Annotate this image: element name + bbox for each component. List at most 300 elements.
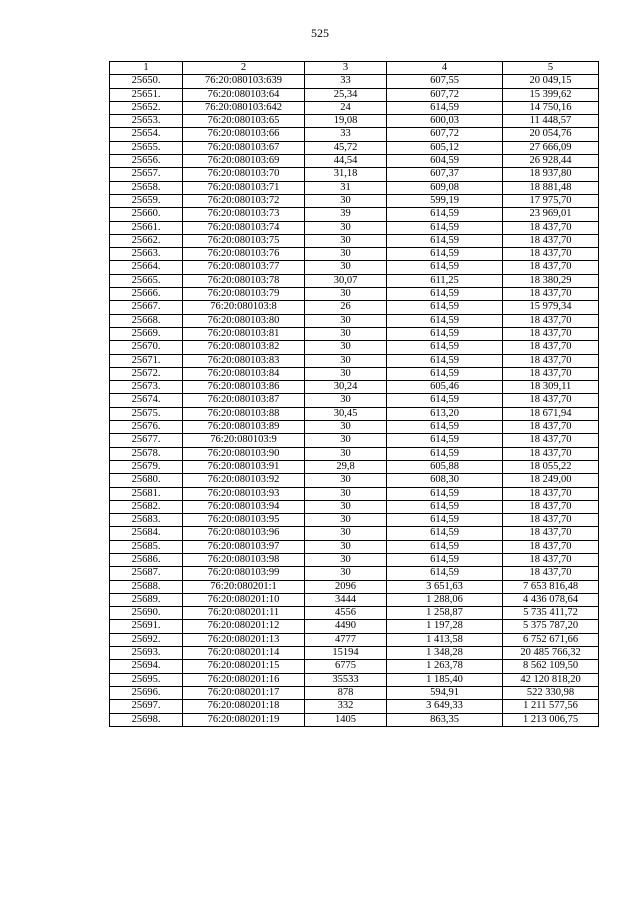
table-row xyxy=(110,261,599,274)
row-number-cell: 25686. xyxy=(110,553,183,566)
table-row xyxy=(110,633,599,646)
column-header: 2 xyxy=(183,62,305,75)
value-cell: 18 437,70 xyxy=(503,367,599,380)
data-table xyxy=(109,61,599,727)
row-number-cell: 25658. xyxy=(110,181,183,194)
rate-cell: 614,59 xyxy=(387,514,503,527)
table-row xyxy=(110,647,599,660)
rate-cell: 604,59 xyxy=(387,155,503,168)
value-cell: 18 437,70 xyxy=(503,327,599,340)
rate-cell: 609,08 xyxy=(387,181,503,194)
table-row xyxy=(110,101,599,114)
value-cell: 11 448,57 xyxy=(503,115,599,128)
table-row xyxy=(110,460,599,473)
rate-cell: 614,59 xyxy=(387,553,503,566)
row-number-cell: 25662. xyxy=(110,234,183,247)
row-number-cell: 25667. xyxy=(110,301,183,314)
table-row xyxy=(110,660,599,673)
area-cell: 30 xyxy=(305,567,387,580)
row-number-cell: 25681. xyxy=(110,487,183,500)
column-header: 5 xyxy=(503,62,599,75)
rate-cell: 1 258,87 xyxy=(387,607,503,620)
row-number-cell: 25677. xyxy=(110,434,183,447)
row-number-cell: 25675. xyxy=(110,407,183,420)
area-cell: 30 xyxy=(305,540,387,553)
table-row xyxy=(110,75,599,88)
rate-cell: 614,59 xyxy=(387,341,503,354)
table-row xyxy=(110,580,599,593)
area-cell: 33 xyxy=(305,128,387,141)
area-cell: 44,54 xyxy=(305,155,387,168)
value-cell: 26 928,44 xyxy=(503,155,599,168)
area-cell: 30 xyxy=(305,314,387,327)
cadastral-number-cell: 76:20:080103:87 xyxy=(183,394,305,407)
table-row xyxy=(110,208,599,221)
area-cell: 39 xyxy=(305,208,387,221)
rate-cell: 863,35 xyxy=(387,713,503,726)
area-cell: 30 xyxy=(305,288,387,301)
row-number-cell: 25659. xyxy=(110,194,183,207)
cadastral-number-cell: 76:20:080103:71 xyxy=(183,181,305,194)
cadastral-number-cell: 76:20:080201:15 xyxy=(183,660,305,673)
table-row xyxy=(110,567,599,580)
row-number-cell: 25661. xyxy=(110,221,183,234)
row-number-cell: 25665. xyxy=(110,274,183,287)
value-cell: 1 211 577,56 xyxy=(503,700,599,713)
row-number-cell: 25692. xyxy=(110,633,183,646)
rate-cell: 1 197,28 xyxy=(387,620,503,633)
value-cell: 18 309,11 xyxy=(503,381,599,394)
value-cell: 18 437,70 xyxy=(503,434,599,447)
cadastral-number-cell: 76:20:080103:77 xyxy=(183,261,305,274)
rate-cell: 614,59 xyxy=(387,421,503,434)
table-row xyxy=(110,540,599,553)
table-row xyxy=(110,553,599,566)
area-cell: 26 xyxy=(305,301,387,314)
table-row xyxy=(110,447,599,460)
row-number-cell: 25672. xyxy=(110,367,183,380)
rate-cell: 614,59 xyxy=(387,394,503,407)
table-row xyxy=(110,314,599,327)
area-cell: 30 xyxy=(305,367,387,380)
cadastral-number-cell: 76:20:080201:19 xyxy=(183,713,305,726)
rate-cell: 1 348,28 xyxy=(387,647,503,660)
value-cell: 20 054,76 xyxy=(503,128,599,141)
cadastral-number-cell: 76:20:080201:11 xyxy=(183,607,305,620)
area-cell: 4490 xyxy=(305,620,387,633)
rate-cell: 614,59 xyxy=(387,540,503,553)
table-row xyxy=(110,341,599,354)
value-cell: 18 437,70 xyxy=(503,447,599,460)
value-cell: 23 969,01 xyxy=(503,208,599,221)
row-number-cell: 25655. xyxy=(110,141,183,154)
cadastral-number-cell: 76:20:080201:17 xyxy=(183,686,305,699)
row-number-cell: 25654. xyxy=(110,128,183,141)
rate-cell: 1 288,06 xyxy=(387,593,503,606)
area-cell: 332 xyxy=(305,700,387,713)
row-number-cell: 25674. xyxy=(110,394,183,407)
table-row xyxy=(110,607,599,620)
value-cell: 18 881,48 xyxy=(503,181,599,194)
area-cell: 30 xyxy=(305,514,387,527)
row-number-cell: 25656. xyxy=(110,155,183,168)
row-number-cell: 25696. xyxy=(110,686,183,699)
row-number-cell: 25684. xyxy=(110,527,183,540)
cadastral-number-cell: 76:20:080201:1 xyxy=(183,580,305,593)
table-row xyxy=(110,367,599,380)
row-number-cell: 25651. xyxy=(110,88,183,101)
table-header-row xyxy=(110,62,599,75)
cadastral-number-cell: 76:20:080103:95 xyxy=(183,514,305,527)
table-row xyxy=(110,194,599,207)
value-cell: 5 735 411,72 xyxy=(503,607,599,620)
rate-cell: 599,19 xyxy=(387,194,503,207)
table-row xyxy=(110,514,599,527)
row-number-cell: 25650. xyxy=(110,75,183,88)
rate-cell: 614,59 xyxy=(387,354,503,367)
value-cell: 18 437,70 xyxy=(503,354,599,367)
value-cell: 4 436 078,64 xyxy=(503,593,599,606)
table-row xyxy=(110,128,599,141)
row-number-cell: 25660. xyxy=(110,208,183,221)
rate-cell: 1 185,40 xyxy=(387,673,503,686)
area-cell: 31,18 xyxy=(305,168,387,181)
area-cell: 30 xyxy=(305,327,387,340)
area-cell: 30 xyxy=(305,527,387,540)
cadastral-number-cell: 76:20:080103:74 xyxy=(183,221,305,234)
area-cell: 6775 xyxy=(305,660,387,673)
table-row xyxy=(110,620,599,633)
value-cell: 5 375 787,20 xyxy=(503,620,599,633)
value-cell: 18 437,70 xyxy=(503,487,599,500)
area-cell: 25,34 xyxy=(305,88,387,101)
value-cell: 18 437,70 xyxy=(503,567,599,580)
row-number-cell: 25669. xyxy=(110,327,183,340)
area-cell: 30 xyxy=(305,553,387,566)
table-row xyxy=(110,234,599,247)
value-cell: 7 653 816,48 xyxy=(503,580,599,593)
area-cell: 30 xyxy=(305,341,387,354)
area-cell: 30 xyxy=(305,234,387,247)
table-row xyxy=(110,168,599,181)
value-cell: 1 213 006,75 xyxy=(503,713,599,726)
rate-cell: 3 649,33 xyxy=(387,700,503,713)
area-cell: 3444 xyxy=(305,593,387,606)
area-cell: 19,08 xyxy=(305,115,387,128)
rate-cell: 614,59 xyxy=(387,434,503,447)
rate-cell: 614,59 xyxy=(387,367,503,380)
cadastral-number-cell: 76:20:080201:10 xyxy=(183,593,305,606)
rate-cell: 605,46 xyxy=(387,381,503,394)
table-row xyxy=(110,421,599,434)
rate-cell: 594,91 xyxy=(387,686,503,699)
area-cell: 30 xyxy=(305,261,387,274)
area-cell: 30 xyxy=(305,221,387,234)
rate-cell: 608,30 xyxy=(387,474,503,487)
cadastral-number-cell: 76:20:080103:99 xyxy=(183,567,305,580)
value-cell: 18 437,70 xyxy=(503,221,599,234)
rate-cell: 614,59 xyxy=(387,221,503,234)
table-row xyxy=(110,434,599,447)
rate-cell: 614,59 xyxy=(387,288,503,301)
area-cell: 2096 xyxy=(305,580,387,593)
table-body xyxy=(110,62,599,727)
value-cell: 20 485 766,32 xyxy=(503,647,599,660)
value-cell: 18 437,70 xyxy=(503,540,599,553)
rate-cell: 614,59 xyxy=(387,248,503,261)
area-cell: 30,24 xyxy=(305,381,387,394)
row-number-cell: 25698. xyxy=(110,713,183,726)
rate-cell: 614,59 xyxy=(387,208,503,221)
value-cell: 18 437,70 xyxy=(503,288,599,301)
value-cell: 18 437,70 xyxy=(503,421,599,434)
row-number-cell: 25671. xyxy=(110,354,183,367)
rate-cell: 613,20 xyxy=(387,407,503,420)
value-cell: 18 437,70 xyxy=(503,553,599,566)
table-row xyxy=(110,327,599,340)
value-cell: 18 437,70 xyxy=(503,341,599,354)
cadastral-number-cell: 76:20:080103:94 xyxy=(183,500,305,513)
row-number-cell: 25683. xyxy=(110,514,183,527)
row-number-cell: 25663. xyxy=(110,248,183,261)
area-cell: 30 xyxy=(305,248,387,261)
value-cell: 15 979,34 xyxy=(503,301,599,314)
rate-cell: 614,59 xyxy=(387,327,503,340)
row-number-cell: 25687. xyxy=(110,567,183,580)
cadastral-number-cell: 76:20:080103:98 xyxy=(183,553,305,566)
value-cell: 15 399,62 xyxy=(503,88,599,101)
row-number-cell: 25657. xyxy=(110,168,183,181)
cadastral-number-cell: 76:20:080103:81 xyxy=(183,327,305,340)
table-row xyxy=(110,88,599,101)
value-cell: 20 049,15 xyxy=(503,75,599,88)
rate-cell: 614,59 xyxy=(387,567,503,580)
area-cell: 30 xyxy=(305,194,387,207)
cadastral-number-cell: 76:20:080103:69 xyxy=(183,155,305,168)
area-cell: 33 xyxy=(305,75,387,88)
table-row xyxy=(110,713,599,726)
rate-cell: 607,37 xyxy=(387,168,503,181)
cadastral-number-cell: 76:20:080103:66 xyxy=(183,128,305,141)
table-row xyxy=(110,155,599,168)
area-cell: 30,07 xyxy=(305,274,387,287)
rate-cell: 607,55 xyxy=(387,75,503,88)
table-row xyxy=(110,288,599,301)
row-number-cell: 25670. xyxy=(110,341,183,354)
column-header: 3 xyxy=(305,62,387,75)
row-number-cell: 25697. xyxy=(110,700,183,713)
value-cell: 27 666,09 xyxy=(503,141,599,154)
row-number-cell: 25666. xyxy=(110,288,183,301)
cadastral-number-cell: 76:20:080201:18 xyxy=(183,700,305,713)
cadastral-number-cell: 76:20:080103:97 xyxy=(183,540,305,553)
area-cell: 30 xyxy=(305,434,387,447)
rate-cell: 614,59 xyxy=(387,301,503,314)
cadastral-number-cell: 76:20:080103:9 xyxy=(183,434,305,447)
value-cell: 18 437,70 xyxy=(503,514,599,527)
table-row xyxy=(110,407,599,420)
rate-cell: 3 651,63 xyxy=(387,580,503,593)
rate-cell: 611,25 xyxy=(387,274,503,287)
table-row xyxy=(110,181,599,194)
table-row xyxy=(110,500,599,513)
table-row xyxy=(110,381,599,394)
area-cell: 15194 xyxy=(305,647,387,660)
rate-cell: 614,59 xyxy=(387,447,503,460)
cadastral-number-cell: 76:20:080103:67 xyxy=(183,141,305,154)
row-number-cell: 25680. xyxy=(110,474,183,487)
row-number-cell: 25690. xyxy=(110,607,183,620)
area-cell: 30,45 xyxy=(305,407,387,420)
area-cell: 30 xyxy=(305,447,387,460)
value-cell: 18 249,00 xyxy=(503,474,599,487)
row-number-cell: 25679. xyxy=(110,460,183,473)
table-row xyxy=(110,354,599,367)
cadastral-number-cell: 76:20:080103:82 xyxy=(183,341,305,354)
table-row xyxy=(110,593,599,606)
value-cell: 18 437,70 xyxy=(503,314,599,327)
value-cell: 18 671,94 xyxy=(503,407,599,420)
area-cell: 4777 xyxy=(305,633,387,646)
row-number-cell: 25682. xyxy=(110,500,183,513)
cadastral-number-cell: 76:20:080103:72 xyxy=(183,194,305,207)
rate-cell: 614,59 xyxy=(387,500,503,513)
table-row xyxy=(110,474,599,487)
table-row xyxy=(110,115,599,128)
area-cell: 29,8 xyxy=(305,460,387,473)
cadastral-number-cell: 76:20:080103:76 xyxy=(183,248,305,261)
rate-cell: 1 263,78 xyxy=(387,660,503,673)
row-number-cell: 25664. xyxy=(110,261,183,274)
value-cell: 18 437,70 xyxy=(503,394,599,407)
row-number-cell: 25652. xyxy=(110,101,183,114)
value-cell: 6 752 671,66 xyxy=(503,633,599,646)
cadastral-number-cell: 76:20:080103:84 xyxy=(183,367,305,380)
cadastral-number-cell: 76:20:080103:70 xyxy=(183,168,305,181)
area-cell: 30 xyxy=(305,500,387,513)
row-number-cell: 25673. xyxy=(110,381,183,394)
area-cell: 45,72 xyxy=(305,141,387,154)
row-number-cell: 25691. xyxy=(110,620,183,633)
area-cell: 878 xyxy=(305,686,387,699)
cadastral-number-cell: 76:20:080103:75 xyxy=(183,234,305,247)
row-number-cell: 25678. xyxy=(110,447,183,460)
rate-cell: 614,59 xyxy=(387,314,503,327)
value-cell: 18 437,70 xyxy=(503,527,599,540)
rate-cell: 1 413,58 xyxy=(387,633,503,646)
rate-cell: 607,72 xyxy=(387,88,503,101)
table-row xyxy=(110,686,599,699)
cadastral-number-cell: 76:20:080103:92 xyxy=(183,474,305,487)
value-cell: 18 437,70 xyxy=(503,234,599,247)
rate-cell: 614,59 xyxy=(387,101,503,114)
area-cell: 1405 xyxy=(305,713,387,726)
cadastral-number-cell: 76:20:080201:13 xyxy=(183,633,305,646)
column-header: 4 xyxy=(387,62,503,75)
row-number-cell: 25676. xyxy=(110,421,183,434)
table-row xyxy=(110,301,599,314)
rate-cell: 607,72 xyxy=(387,128,503,141)
row-number-cell: 25693. xyxy=(110,647,183,660)
row-number-cell: 25695. xyxy=(110,673,183,686)
area-cell: 31 xyxy=(305,181,387,194)
rate-cell: 600,03 xyxy=(387,115,503,128)
cadastral-number-cell: 76:20:080103:86 xyxy=(183,381,305,394)
value-cell: 17 975,70 xyxy=(503,194,599,207)
cadastral-number-cell: 76:20:080103:88 xyxy=(183,407,305,420)
value-cell: 18 937,80 xyxy=(503,168,599,181)
cadastral-number-cell: 76:20:080201:12 xyxy=(183,620,305,633)
table-row xyxy=(110,248,599,261)
rate-cell: 614,59 xyxy=(387,527,503,540)
value-cell: 18 380,29 xyxy=(503,274,599,287)
cadastral-number-cell: 76:20:080103:64 xyxy=(183,88,305,101)
cadastral-number-cell: 76:20:080103:73 xyxy=(183,208,305,221)
rate-cell: 614,59 xyxy=(387,234,503,247)
cadastral-number-cell: 76:20:080103:83 xyxy=(183,354,305,367)
table-row xyxy=(110,141,599,154)
table-row xyxy=(110,527,599,540)
table-row xyxy=(110,274,599,287)
cadastral-number-cell: 76:20:080103:8 xyxy=(183,301,305,314)
rate-cell: 614,59 xyxy=(387,261,503,274)
area-cell: 24 xyxy=(305,101,387,114)
column-header: 1 xyxy=(110,62,183,75)
value-cell: 14 750,16 xyxy=(503,101,599,114)
cadastral-number-cell: 76:20:080103:642 xyxy=(183,101,305,114)
cadastral-number-cell: 76:20:080201:16 xyxy=(183,673,305,686)
row-number-cell: 25689. xyxy=(110,593,183,606)
cadastral-number-cell: 76:20:080103:93 xyxy=(183,487,305,500)
cadastral-number-cell: 76:20:080103:65 xyxy=(183,115,305,128)
value-cell: 18 437,70 xyxy=(503,248,599,261)
row-number-cell: 25668. xyxy=(110,314,183,327)
rate-cell: 605,12 xyxy=(387,141,503,154)
table-row xyxy=(110,673,599,686)
area-cell: 30 xyxy=(305,394,387,407)
cadastral-number-cell: 76:20:080103:90 xyxy=(183,447,305,460)
area-cell: 30 xyxy=(305,354,387,367)
cadastral-number-cell: 76:20:080103:80 xyxy=(183,314,305,327)
rate-cell: 605,88 xyxy=(387,460,503,473)
value-cell: 42 120 818,20 xyxy=(503,673,599,686)
area-cell: 30 xyxy=(305,487,387,500)
value-cell: 8 562 109,50 xyxy=(503,660,599,673)
rate-cell: 614,59 xyxy=(387,487,503,500)
value-cell: 522 330,98 xyxy=(503,686,599,699)
area-cell: 35533 xyxy=(305,673,387,686)
row-number-cell: 25653. xyxy=(110,115,183,128)
value-cell: 18 437,70 xyxy=(503,261,599,274)
cadastral-number-cell: 76:20:080103:89 xyxy=(183,421,305,434)
table-row xyxy=(110,487,599,500)
area-cell: 30 xyxy=(305,474,387,487)
cadastral-number-cell: 76:20:080201:14 xyxy=(183,647,305,660)
value-cell: 18 055,22 xyxy=(503,460,599,473)
table-row xyxy=(110,700,599,713)
row-number-cell: 25694. xyxy=(110,660,183,673)
value-cell: 18 437,70 xyxy=(503,500,599,513)
cadastral-number-cell: 76:20:080103:79 xyxy=(183,288,305,301)
cadastral-number-cell: 76:20:080103:91 xyxy=(183,460,305,473)
page-number: 525 xyxy=(311,26,329,40)
cadastral-number-cell: 76:20:080103:96 xyxy=(183,527,305,540)
area-cell: 4556 xyxy=(305,607,387,620)
row-number-cell: 25688. xyxy=(110,580,183,593)
row-number-cell: 25685. xyxy=(110,540,183,553)
area-cell: 30 xyxy=(305,421,387,434)
table-row xyxy=(110,394,599,407)
